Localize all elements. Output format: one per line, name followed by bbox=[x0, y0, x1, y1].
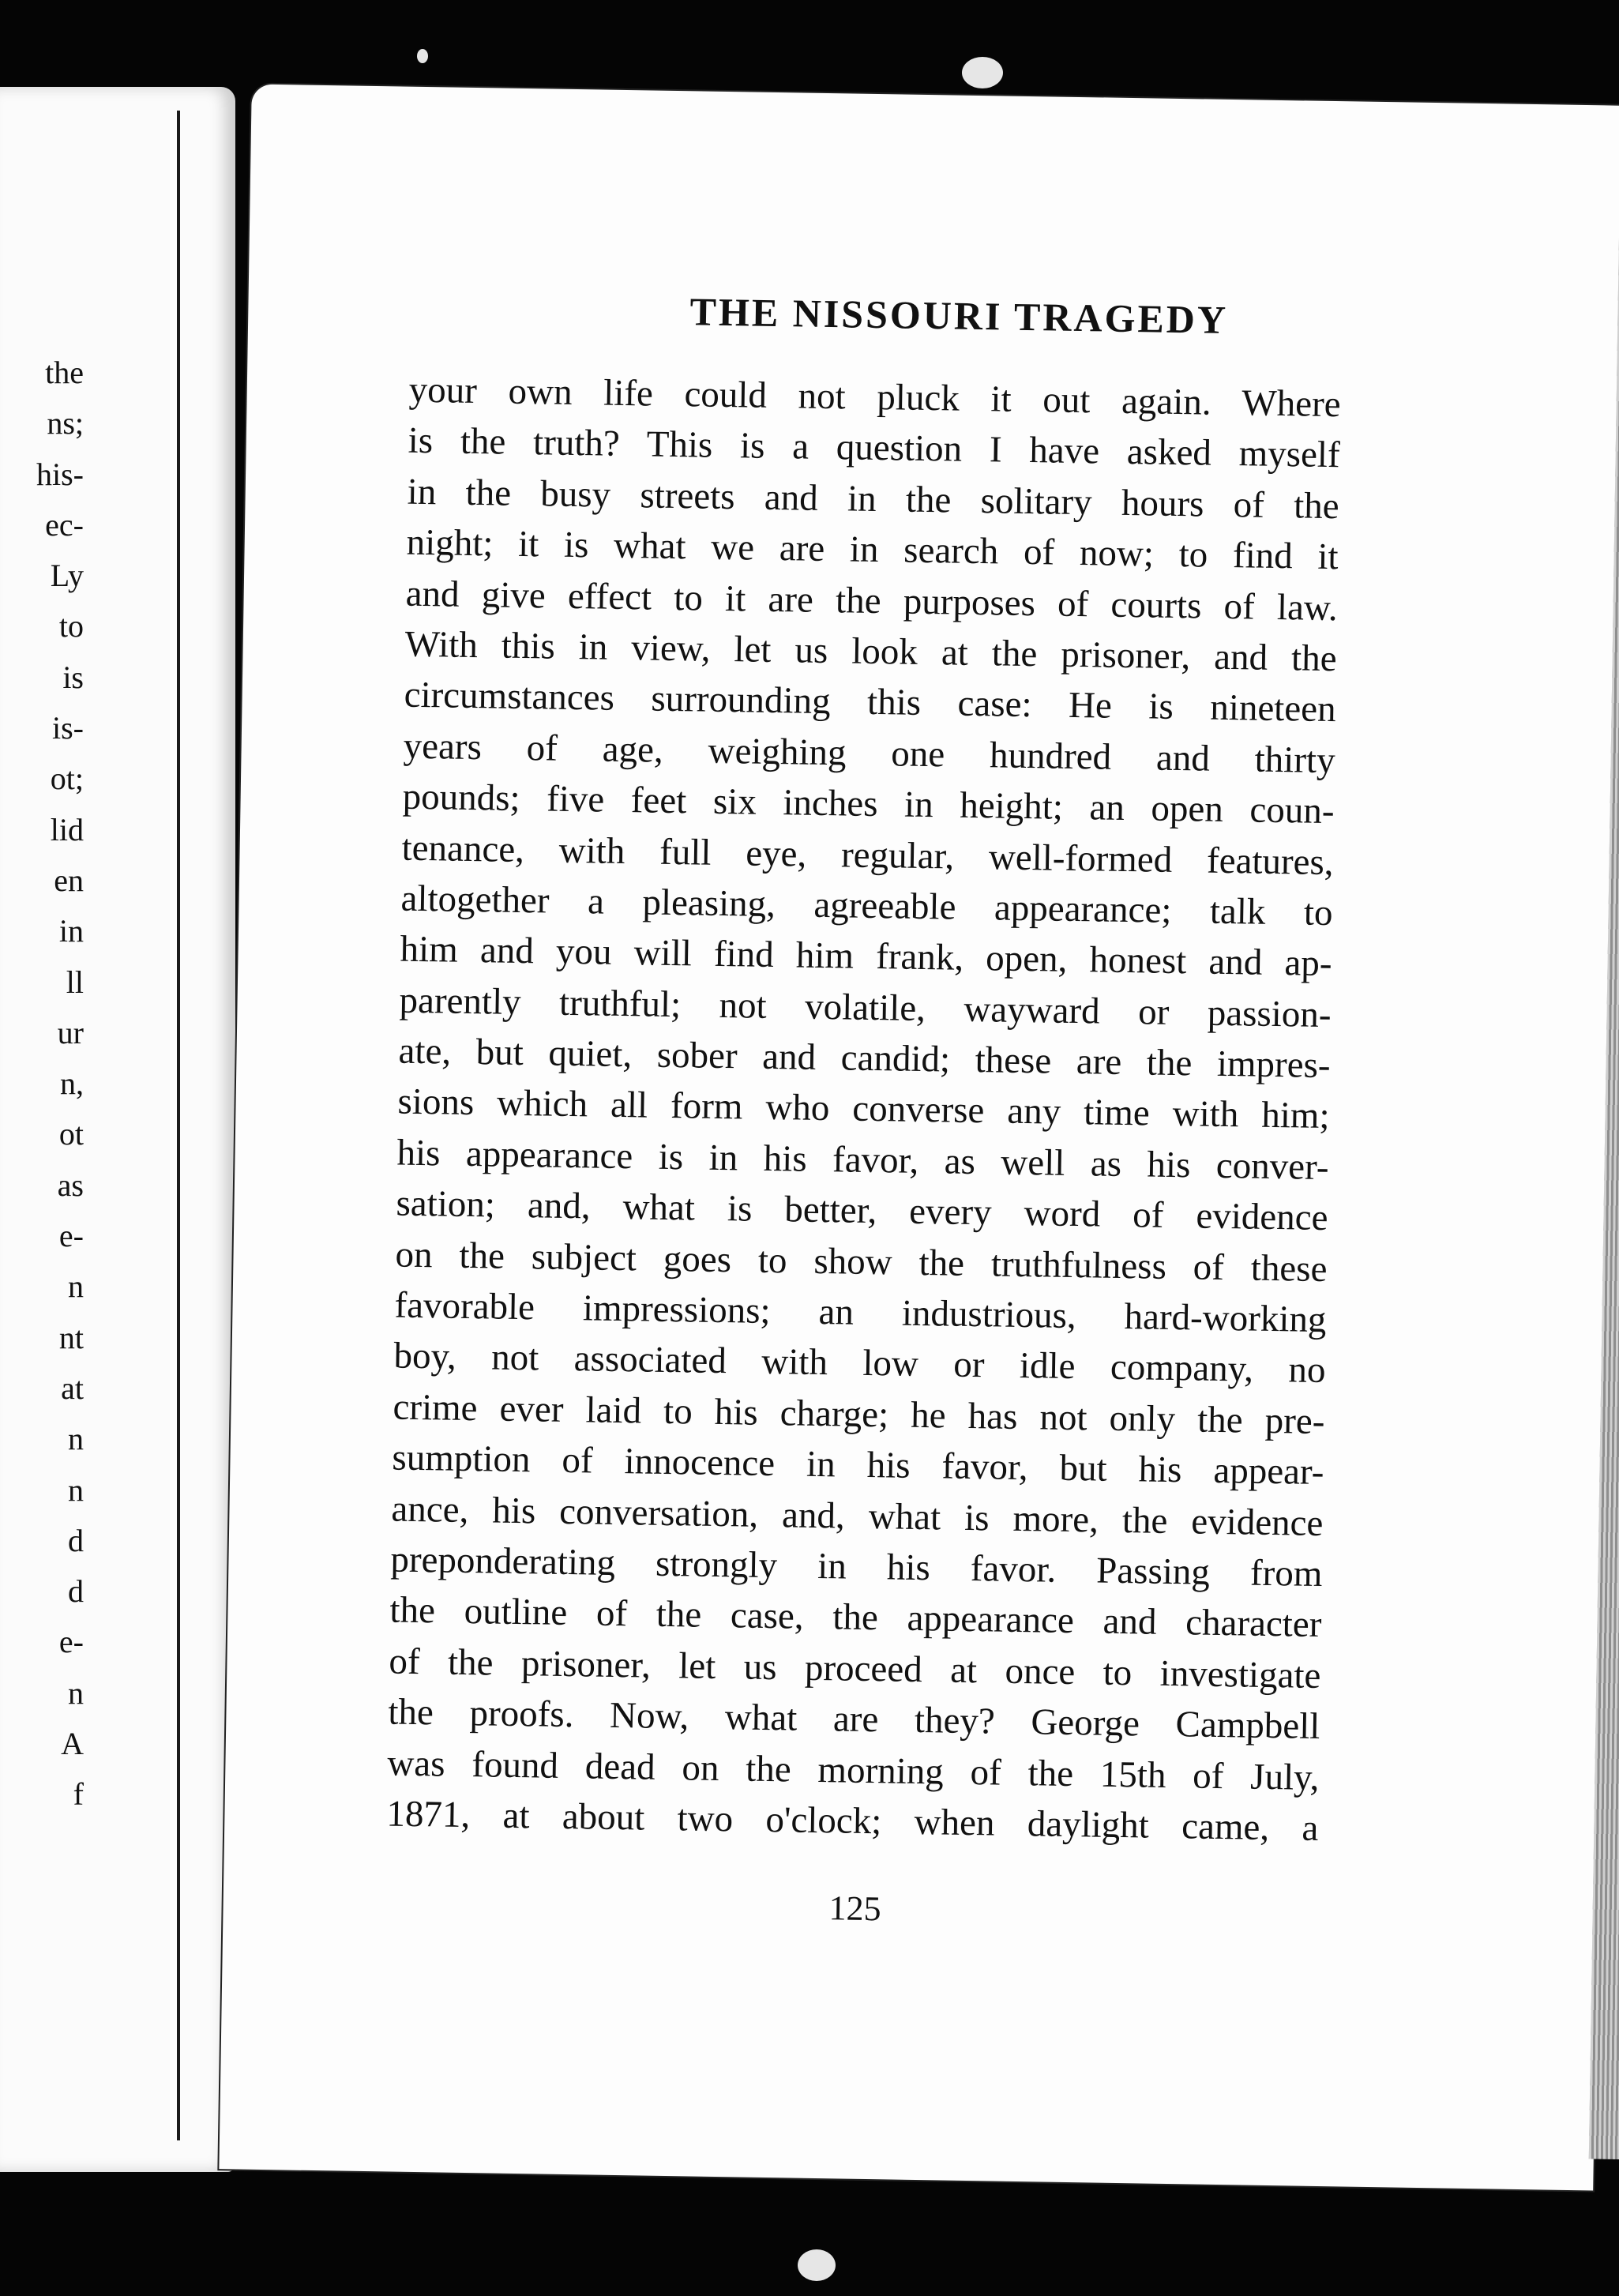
scan-speck bbox=[417, 49, 428, 63]
text-line: parently truthful; not volatile, wayward or passion- bbox=[399, 979, 1332, 1035]
text-line: your own life could not pluck it out again. Where bbox=[408, 369, 1342, 426]
left-page-line-fragment: n bbox=[68, 1674, 84, 1711]
left-page-line-fragment: lid bbox=[50, 811, 84, 847]
text-line: in the busy streets and in the solitary hours of the bbox=[407, 471, 1340, 527]
left-page-line-fragment: n, bbox=[60, 1065, 84, 1102]
text-line: sumption of innocence in his favor, but his appear- bbox=[392, 1437, 1324, 1494]
text-line: his appearance is in his favor, as well as his conver- bbox=[396, 1132, 1329, 1188]
text-line: on the subject goes to show the truthfulness of these bbox=[395, 1234, 1328, 1290]
text-line: altogether a pleasing, agreeable appearance; talk to bbox=[400, 877, 1333, 934]
text-line: ate, but quiet, sober and candid; these are the impres- bbox=[398, 1030, 1331, 1087]
left-page-line-fragment: f bbox=[73, 1776, 84, 1813]
body-text bbox=[386, 365, 1341, 1854]
left-page-line-fragment: ot; bbox=[50, 761, 84, 797]
left-page-line-fragment: at bbox=[61, 1370, 84, 1406]
running-head: THE NISSOURI TRAGEDY bbox=[689, 289, 1229, 342]
left-page-line-fragment: A bbox=[61, 1726, 84, 1762]
text-line: him and you will find him frank, open, honest and ap- bbox=[400, 928, 1332, 985]
left-page-line-fragment: nt bbox=[58, 1319, 84, 1355]
left-page-line-fragment: to bbox=[58, 608, 84, 644]
left-page-line-fragment: ur bbox=[57, 1014, 84, 1050]
left-page-line-fragment: n bbox=[68, 1421, 84, 1457]
text-line: years of age, weighing one hundred and thirty bbox=[403, 725, 1335, 781]
text-line: sation; and, what is better, every word of evidence bbox=[396, 1182, 1328, 1239]
text-line: boy, not associated with low or idle company, no bbox=[393, 1335, 1326, 1392]
left-page-line-fragment: n bbox=[68, 1471, 84, 1508]
left-page-line-fragment: is- bbox=[52, 710, 84, 746]
scan-speck bbox=[962, 57, 1003, 88]
text-line: sions which all form who converse any time with him; bbox=[397, 1081, 1330, 1137]
text-line: circumstances surrounding this case: He is nineteen bbox=[404, 674, 1336, 731]
text-line: of the prisoner, let us proceed at once to investigate bbox=[389, 1640, 1321, 1697]
gutter-shadow bbox=[177, 111, 180, 2140]
scan-speck bbox=[798, 2249, 836, 2281]
left-page-line-fragment: ll bbox=[66, 964, 84, 1000]
left-page-text-fragments bbox=[0, 348, 87, 1821]
left-page-line-fragment: ns; bbox=[47, 405, 84, 442]
page-number: 125 bbox=[828, 1888, 882, 1929]
left-page-line-fragment: is bbox=[62, 659, 84, 695]
left-page-line-fragment: as bbox=[57, 1167, 84, 1203]
text-line: and give effect to it are the purposes of courts of law. bbox=[405, 573, 1339, 629]
left-page-line-fragment: ec- bbox=[45, 506, 84, 543]
text-line: the proofs. Now, what are they? George Campbell bbox=[388, 1691, 1320, 1748]
text-line: With this in view, let us look at the prisoner, and the bbox=[404, 623, 1337, 680]
text-line: was found dead on the morning of the 15th of July, bbox=[387, 1742, 1320, 1798]
text-line: ance, his conversation, and, what is more, the evidence bbox=[391, 1488, 1324, 1544]
left-page-line-fragment: ot bbox=[58, 1116, 84, 1152]
left-page bbox=[0, 87, 235, 2172]
left-page-line-fragment: d bbox=[68, 1522, 84, 1558]
text-line: 1871, at about two o'clock; when daylight came, a bbox=[386, 1793, 1319, 1849]
right-page bbox=[219, 84, 1619, 2190]
text-line: the outline of the case, the appearance and character bbox=[389, 1589, 1322, 1646]
text-line: favorable impressions; an industrious, hard-working bbox=[394, 1284, 1327, 1341]
page-edge bbox=[1589, 137, 1619, 2159]
left-page-line-fragment: d bbox=[68, 1573, 84, 1610]
left-page-line-fragment: en bbox=[54, 862, 84, 898]
left-page-line-fragment: the bbox=[45, 355, 84, 390]
text-line: preponderating strongly in his favor. Passing from bbox=[390, 1539, 1323, 1595]
text-line: is the truth? This is a question I have asked myself bbox=[408, 420, 1341, 476]
left-page-line-fragment: e- bbox=[58, 1218, 84, 1254]
left-page-line-fragment: e- bbox=[58, 1624, 84, 1660]
left-page-line-fragment: his- bbox=[36, 456, 84, 492]
text-line: pounds; five feet six inches in height; an open coun- bbox=[402, 776, 1335, 832]
text-line: night; it is what we are in search of now; to find it bbox=[406, 521, 1339, 578]
left-page-line-fragment: n bbox=[68, 1268, 84, 1305]
left-page-line-fragment: in bbox=[58, 913, 84, 949]
left-page-line-fragment: Ly bbox=[50, 558, 84, 594]
text-line: tenance, with full eye, regular, well-formed features, bbox=[401, 827, 1334, 883]
text-line: crime ever laid to his charge; he has not only the pre- bbox=[393, 1386, 1325, 1442]
